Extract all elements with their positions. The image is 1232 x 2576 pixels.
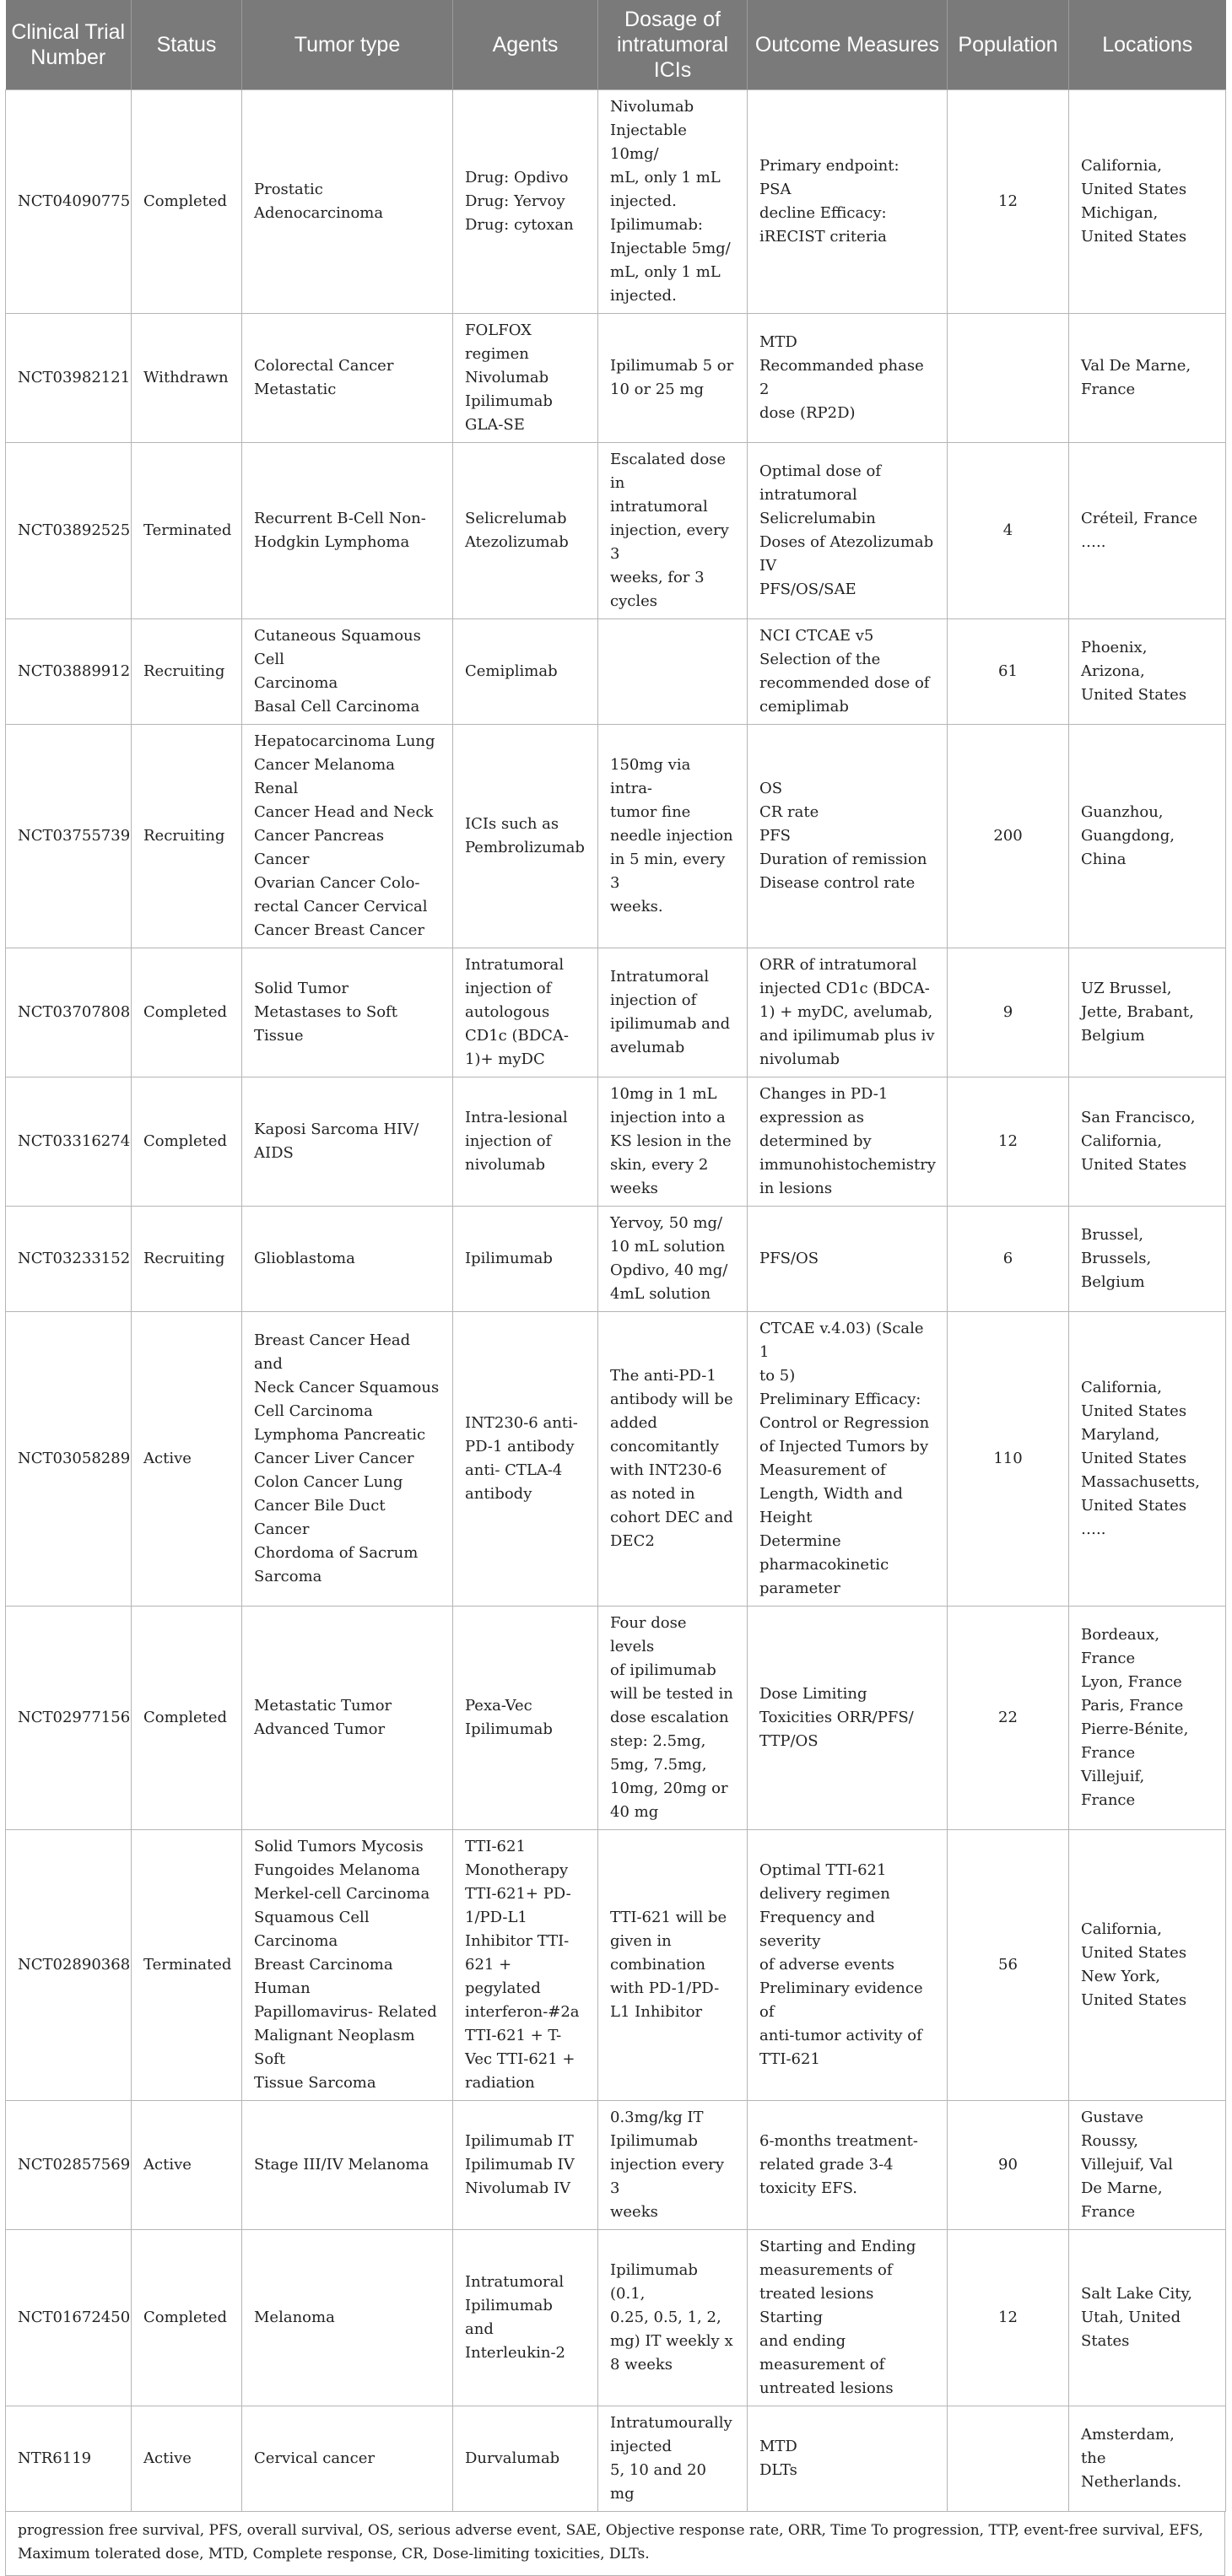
cell-outcome-measures: Changes in PD-1 expression as determined by immunohistochemistry in lesions — [748, 1077, 948, 1206]
cell-outcome-measures: Starting and Ending measurements of treated lesions Starting and ending measurement of untreated lesions — [748, 2229, 948, 2406]
cell-locations: California, United States Michigan, United States — [1069, 89, 1226, 313]
header-outcome-measures: Outcome Measures — [748, 0, 948, 89]
table-row — [6, 2406, 1226, 2511]
cell-agents: Intratumoral Ipilimumab and Interleukin-2 — [453, 2229, 598, 2406]
table-row — [6, 1829, 1226, 2100]
cell-agents: INT230-6 anti- PD-1 antibody anti- CTLA-4 antibody — [453, 1311, 598, 1606]
cell-tumor-type: Solid Tumors Mycosis Fungoides Melanoma Merkel-cell Carcinoma Squamous Cell Carcinoma Breast Carcinoma Human Papillomavirus- Related Malignant Neoplasm Soft Tissue Sarcoma — [242, 1829, 453, 2100]
table-row — [6, 1606, 1226, 1829]
cell-locations: Salt Lake City, Utah, United States — [1069, 2229, 1226, 2406]
table-row — [6, 313, 1226, 442]
cell-locations: UZ Brussel, Jette, Brabant, Belgium — [1069, 948, 1226, 1077]
cell-status: Completed — [132, 89, 242, 313]
cell-outcome-measures: MTD Recommanded phase 2 dose (RP2D) — [748, 313, 948, 442]
cell-trial-number: NCT02857569 — [6, 2100, 132, 2229]
cell-status: Active — [132, 2100, 242, 2229]
cell-population: 12 — [948, 89, 1069, 313]
cell-outcome-measures: MTD DLTs — [748, 2406, 948, 2511]
cell-dosage: Intratumourally injected 5, 10 and 20 mg — [598, 2406, 748, 2511]
table-row — [6, 2229, 1226, 2406]
cell-dosage: TTI-621 will be given in combination with PD-1/PD- L1 Inhibitor — [598, 1829, 748, 2100]
clinical-trials-table — [5, 0, 1226, 2512]
cell-dosage: The anti-PD-1 antibody will be added concomitantly with INT230-6 as noted in cohort DEC and DEC2 — [598, 1311, 748, 1606]
cell-outcome-measures: Optimal dose of intratumoral Selicrelumabin Doses of Atezolizumab IV PFS/OS/SAE — [748, 442, 948, 618]
cell-locations: Phoenix, Arizona, United States — [1069, 618, 1226, 724]
trials-table-container — [5, 0, 1225, 2576]
cell-population: 90 — [948, 2100, 1069, 2229]
cell-tumor-type: Cutaneous Squamous Cell Carcinoma Basal Cell Carcinoma — [242, 618, 453, 724]
cell-outcome-measures: PFS/OS — [748, 1206, 948, 1311]
cell-trial-number: NCT02890368 — [6, 1829, 132, 2100]
cell-status: Recruiting — [132, 724, 242, 948]
cell-status: Terminated — [132, 1829, 242, 2100]
cell-population: 56 — [948, 1829, 1069, 2100]
cell-dosage: Ipilimumab 5 or 10 or 25 mg — [598, 313, 748, 442]
table-row — [6, 442, 1226, 618]
cell-agents: Ipilimumab — [453, 1206, 598, 1311]
cell-dosage: Nivolumab Injectable 10mg/ mL, only 1 mL injected. Ipilimumab: Injectable 5mg/ mL, only 1 mL injected. — [598, 89, 748, 313]
cell-dosage: Escalated dose in intratumoral injection, every 3 weeks, for 3 cycles — [598, 442, 748, 618]
cell-trial-number: NCT03755739 — [6, 724, 132, 948]
cell-agents: Ipilimumab IT Ipilimumab IV Nivolumab IV — [453, 2100, 598, 2229]
cell-status: Recruiting — [132, 618, 242, 724]
cell-population: 200 — [948, 724, 1069, 948]
cell-outcome-measures: 6-months treatment- related grade 3-4 toxicity EFS. — [748, 2100, 948, 2229]
table-row — [6, 1077, 1226, 1206]
cell-locations: California, United States New York, United States — [1069, 1829, 1226, 2100]
cell-status: Completed — [132, 1077, 242, 1206]
cell-status: Terminated — [132, 442, 242, 618]
cell-agents: Intratumoral injection of autologous CD1c (BDCA- 1)+ myDC — [453, 948, 598, 1077]
header-trial-number: Clinical Trial Number — [6, 0, 132, 89]
cell-trial-number: NCT03058289 — [6, 1311, 132, 1606]
cell-tumor-type: Melanoma — [242, 2229, 453, 2406]
cell-population: 61 — [948, 618, 1069, 724]
cell-outcome-measures: CTCAE v.4.03) (Scale 1 to 5) Preliminary Efficacy: Control or Regression of Injected Tumors by Measurement of Length, Width and Height Determine pharmacokinetic parameter — [748, 1311, 948, 1606]
cell-status: Active — [132, 2406, 242, 2511]
table-footnote: progression free survival, PFS, overall survival, OS, serious adverse event, SAE, Objective response rate, ORR, Time To progression, TTP, event-free survival, EFS, Maximum tolerated dose, MTD, Complete response, CR, Dose-limiting toxicities, DLTs. — [5, 2512, 1225, 2576]
cell-population: 4 — [948, 442, 1069, 618]
table-body — [6, 89, 1226, 2511]
cell-locations: California, United States Maryland, United States Massachusetts, United States ….. — [1069, 1311, 1226, 1606]
cell-trial-number: NCT02977156 — [6, 1606, 132, 1829]
header-status: Status — [132, 0, 242, 89]
cell-tumor-type: Breast Cancer Head and Neck Cancer Squamous Cell Carcinoma Lymphoma Pancreatic Cancer Liver Cancer Colon Cancer Lung Cancer Bile Duct Cancer Chordoma of Sacrum Sarcoma — [242, 1311, 453, 1606]
cell-tumor-type: Kaposi Sarcoma HIV/ AIDS — [242, 1077, 453, 1206]
cell-trial-number: NCT04090775 — [6, 89, 132, 313]
header-agents: Agents — [453, 0, 598, 89]
cell-trial-number: NCT03707808 — [6, 948, 132, 1077]
cell-locations: Gustave Roussy, Villejuif, Val De Marne, France — [1069, 2100, 1226, 2229]
cell-dosage — [598, 618, 748, 724]
cell-trial-number: NCT03982121 — [6, 313, 132, 442]
cell-trial-number: NCT01672450 — [6, 2229, 132, 2406]
cell-status: Withdrawn — [132, 313, 242, 442]
cell-outcome-measures: OS CR rate PFS Duration of remission Disease control rate — [748, 724, 948, 948]
header-population: Population — [948, 0, 1069, 89]
cell-dosage: 10mg in 1 mL injection into a KS lesion in the skin, every 2 weeks — [598, 1077, 748, 1206]
cell-tumor-type: Metastatic Tumor Advanced Tumor — [242, 1606, 453, 1829]
cell-population: 12 — [948, 1077, 1069, 1206]
cell-outcome-measures: Optimal TTI-621 delivery regimen Frequency and severity of adverse events Preliminary evidence of anti-tumor activity of TTI-621 — [748, 1829, 948, 2100]
cell-trial-number: NCT03316274 — [6, 1077, 132, 1206]
cell-agents: FOLFOX regimen Nivolumab Ipilimumab GLA-SE — [453, 313, 598, 442]
cell-agents: ICIs such as Pembrolizumab — [453, 724, 598, 948]
cell-agents: Drug: Opdivo Drug: Yervoy Drug: cytoxan — [453, 89, 598, 313]
table-row — [6, 89, 1226, 313]
cell-population: 12 — [948, 2229, 1069, 2406]
cell-dosage: Four dose levels of ipilimumab will be tested in dose escalation step: 2.5mg, 5mg, 7.5mg, 10mg, 20mg or 40 mg — [598, 1606, 748, 1829]
cell-agents: Cemiplimab — [453, 618, 598, 724]
cell-agents: Selicrelumab Atezolizumab — [453, 442, 598, 618]
table-row — [6, 618, 1226, 724]
cell-tumor-type: Recurrent B-Cell Non- Hodgkin Lymphoma — [242, 442, 453, 618]
cell-locations: Guanzhou, Guangdong, China — [1069, 724, 1226, 948]
cell-tumor-type: Colorectal Cancer Metastatic — [242, 313, 453, 442]
cell-locations: Amsterdam, the Netherlands. — [1069, 2406, 1226, 2511]
cell-status: Completed — [132, 2229, 242, 2406]
header-dosage: Dosage of intratumoral ICIs — [598, 0, 748, 89]
cell-population — [948, 2406, 1069, 2511]
cell-trial-number: NCT03233152 — [6, 1206, 132, 1311]
cell-status: Completed — [132, 948, 242, 1077]
cell-status: Active — [132, 1311, 242, 1606]
cell-status: Completed — [132, 1606, 242, 1829]
cell-outcome-measures: NCI CTCAE v5 Selection of the recommended dose of cemiplimab — [748, 618, 948, 724]
cell-population: 9 — [948, 948, 1069, 1077]
cell-tumor-type: Glioblastoma — [242, 1206, 453, 1311]
cell-outcome-measures: Dose Limiting Toxicities ORR/PFS/ TTP/OS — [748, 1606, 948, 1829]
cell-dosage: Intratumoral injection of ipilimumab and avelumab — [598, 948, 748, 1077]
table-row — [6, 2100, 1226, 2229]
cell-dosage: 0.3mg/kg IT Ipilimumab injection every 3 weeks — [598, 2100, 748, 2229]
cell-tumor-type: Prostatic Adenocarcinoma — [242, 89, 453, 313]
cell-population: 110 — [948, 1311, 1069, 1606]
cell-dosage: Ipilimumab (0.1, 0.25, 0.5, 1, 2, mg) IT weekly x 8 weeks — [598, 2229, 748, 2406]
cell-tumor-type: Stage III/IV Melanoma — [242, 2100, 453, 2229]
cell-trial-number: NCT03892525 — [6, 442, 132, 618]
cell-locations: San Francisco, California, United States — [1069, 1077, 1226, 1206]
cell-trial-number: NCT03889912 — [6, 618, 132, 724]
cell-population: 22 — [948, 1606, 1069, 1829]
cell-tumor-type: Solid Tumor Metastases to Soft Tissue — [242, 948, 453, 1077]
cell-dosage: Yervoy, 50 mg/ 10 mL solution Opdivo, 40 mg/ 4mL solution — [598, 1206, 748, 1311]
cell-outcome-measures: ORR of intratumoral injected CD1c (BDCA- 1) + myDC, avelumab, and ipilimumab plus iv nivolumab — [748, 948, 948, 1077]
cell-agents: Intra-lesional injection of nivolumab — [453, 1077, 598, 1206]
cell-status: Recruiting — [132, 1206, 242, 1311]
header-tumor-type: Tumor type — [242, 0, 453, 89]
table-row — [6, 724, 1226, 948]
cell-population: 6 — [948, 1206, 1069, 1311]
cell-agents: TTI-621 Monotherapy TTI-621+ PD- 1/PD-L1 Inhibitor TTI- 621 + pegylated interferon-#2a TTI-621 + T- Vec TTI-621 + radiation — [453, 1829, 598, 2100]
table-row — [6, 1311, 1226, 1606]
cell-dosage: 150mg via intra- tumor fine needle injection in 5 min, every 3 weeks. — [598, 724, 748, 948]
table-row — [6, 1206, 1226, 1311]
header-locations: Locations — [1069, 0, 1226, 89]
cell-locations: Créteil, France ….. — [1069, 442, 1226, 618]
cell-locations: Val De Marne, France — [1069, 313, 1226, 442]
cell-agents: Pexa-Vec Ipilimumab — [453, 1606, 598, 1829]
cell-locations: Brussel, Brussels, Belgium — [1069, 1206, 1226, 1311]
cell-tumor-type: Hepatocarcinoma Lung Cancer Melanoma Renal Cancer Head and Neck Cancer Pancreas Cancer Ovarian Cancer Colo- rectal Cancer Cervical Cancer Breast Cancer — [242, 724, 453, 948]
cell-trial-number: NTR6119 — [6, 2406, 132, 2511]
cell-locations: Bordeaux, France Lyon, France Paris, France Pierre-Bénite, France Villejuif, France — [1069, 1606, 1226, 1829]
cell-outcome-measures: Primary endpoint: PSA decline Efficacy: iRECIST criteria — [748, 89, 948, 313]
cell-population — [948, 313, 1069, 442]
table-row — [6, 948, 1226, 1077]
table-header-row — [6, 0, 1226, 89]
cell-tumor-type: Cervical cancer — [242, 2406, 453, 2511]
cell-agents: Durvalumab — [453, 2406, 598, 2511]
